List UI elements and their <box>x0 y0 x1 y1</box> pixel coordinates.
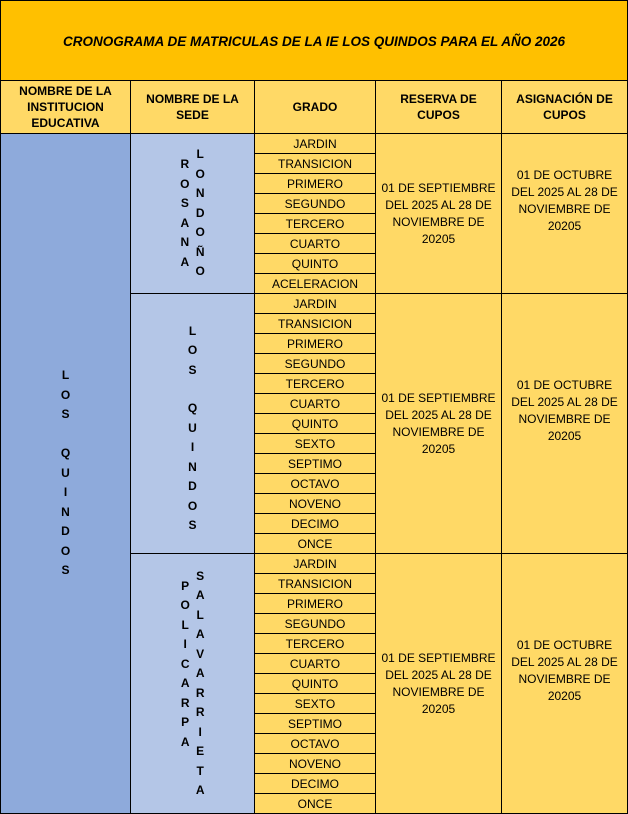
grado-cell: OCTAVO <box>254 733 376 754</box>
vertical-letter: O <box>195 225 205 240</box>
grado-cell: PRIMERO <box>254 173 376 194</box>
reserva-cupos: 01 DE SEPTIEMBRE DEL 2025 AL 28 DE NOVIEMBRE DE 20205 <box>375 293 502 554</box>
grado-cell: TRANSICION <box>254 153 376 174</box>
grado-cell: DECIMO <box>254 773 376 794</box>
institucion-name <box>0 133 131 814</box>
grado-cell: SEGUNDO <box>254 613 376 634</box>
vertical-letter: N <box>188 459 197 474</box>
vertical-letter: N <box>195 186 205 201</box>
grado-cell: PRIMERO <box>254 333 376 354</box>
grado-cell: SEXTO <box>254 693 376 714</box>
sede-name <box>130 133 255 294</box>
sede-name <box>130 553 255 814</box>
grado-cell: ACELERACION <box>254 273 376 294</box>
vertical-letter: A <box>180 676 190 690</box>
grado-cell: SEGUNDO <box>254 193 376 214</box>
vertical-letter: O <box>60 543 71 558</box>
vertical-letter: I <box>63 485 68 500</box>
vertical-letter: D <box>195 205 205 220</box>
vertical-letter <box>64 425 67 445</box>
vertical-letter: P <box>181 578 190 593</box>
grado-cell: ONCE <box>254 793 376 814</box>
grado-cell: TERCERO <box>254 213 376 234</box>
grado-cell: OCTAVO <box>254 473 376 494</box>
grado-cell: QUINTO <box>254 673 376 694</box>
vertical-letter: A <box>180 254 190 269</box>
header-sede: NOMBRE DE LA SEDE <box>130 80 255 134</box>
grado-cell: JARDIN <box>254 553 376 574</box>
grado-cell: ONCE <box>254 533 376 554</box>
asignacion-cupos: 01 DE OCTUBRE DEL 2025 AL 28 DE NOVIEMBRE DE 20205 <box>501 553 628 814</box>
vertical-letter: R <box>195 705 205 719</box>
grado-cell: CUARTO <box>254 233 376 254</box>
header-grado: GRADO <box>254 80 376 134</box>
header-reserva: RESERVA DE CUPOS <box>375 80 502 134</box>
grado-cell: QUINTO <box>254 253 376 274</box>
vertical-letter: L <box>188 323 197 338</box>
sede-name-columns <box>177 145 208 282</box>
vertical-letter: A <box>195 588 205 602</box>
grado-cell: JARDIN <box>254 133 376 154</box>
vertical-letter: V <box>196 646 205 661</box>
vertical-letter: O <box>180 598 190 612</box>
vertical-letter: Q <box>60 446 71 461</box>
sede-name-line <box>196 145 205 282</box>
grado-cell: TERCERO <box>254 373 376 394</box>
vertical-letter: O <box>187 343 198 357</box>
vertical-letter: R <box>180 695 190 710</box>
vertical-letter: S <box>180 196 189 211</box>
grado-cell: QUINTO <box>254 413 376 434</box>
vertical-letter: O <box>187 498 198 513</box>
vertical-letter: O <box>60 387 71 402</box>
vertical-letter: I <box>190 440 195 454</box>
vertical-letter: R <box>180 157 190 172</box>
reserva-cupos: 01 DE SEPTIEMBRE DEL 2025 AL 28 DE NOVIEMBRE DE 20205 <box>375 553 502 814</box>
grado-cell: TRANSICION <box>254 573 376 594</box>
grado-cell: JARDIN <box>254 293 376 314</box>
vertical-letter: S <box>188 518 197 532</box>
vertical-letter: N <box>180 235 190 250</box>
grado-cell: NOVENO <box>254 753 376 774</box>
reserva-cupos: 01 DE SEPTIEMBRE DEL 2025 AL 28 DE NOVIEMBRE DE 20205 <box>375 133 502 294</box>
grado-cell: TRANSICION <box>254 313 376 334</box>
institucion-name-vertical <box>61 366 70 581</box>
vertical-letter: S <box>188 362 197 377</box>
asignacion-cupos: 01 DE OCTUBRE DEL 2025 AL 28 DE NOVIEMBRE DE 20205 <box>501 133 628 294</box>
sede-name-line <box>188 399 197 536</box>
vertical-letter: O <box>195 264 205 279</box>
vertical-letter: I <box>183 637 187 651</box>
grado-cell: CUARTO <box>254 653 376 674</box>
sede-name-columns <box>185 312 200 536</box>
sede-name-line <box>196 567 205 801</box>
vertical-letter: D <box>188 479 197 493</box>
sede-name <box>130 293 255 554</box>
vertical-letter: A <box>180 215 190 230</box>
vertical-letter: L <box>61 368 70 383</box>
vertical-letter: L <box>181 617 189 632</box>
vertical-letter: S <box>61 407 70 422</box>
grado-cell: DECIMO <box>254 513 376 534</box>
vertical-letter: C <box>180 656 190 671</box>
grado-cell: SEXTO <box>254 433 376 454</box>
vertical-letter: R <box>195 685 205 700</box>
vertical-letter: S <box>196 568 205 583</box>
sede-name-line <box>180 155 189 272</box>
vertical-letter: L <box>196 607 204 622</box>
sede-name-line <box>188 322 197 381</box>
grado-cell: CUARTO <box>254 393 376 414</box>
vertical-letter: P <box>181 715 190 729</box>
vertical-letter: A <box>195 783 205 797</box>
grado-cell: NOVENO <box>254 493 376 514</box>
page-title: CRONOGRAMA DE MATRICULAS DE LA IE LOS QUINDOS PARA EL AÑO 2026 <box>0 0 628 82</box>
vertical-letter: A <box>195 627 205 641</box>
vertical-letter: Ñ <box>195 244 205 259</box>
grado-cell: PRIMERO <box>254 593 376 614</box>
header-institucion: NOMBRE DE LA INSTITUCION EDUCATIVA <box>0 80 131 134</box>
sede-name-line <box>180 577 189 753</box>
vertical-letter: U <box>188 420 197 435</box>
grado-cell: SEPTIMO <box>254 713 376 734</box>
grado-cell: SEPTIMO <box>254 453 376 474</box>
vertical-letter: U <box>61 465 70 480</box>
vertical-letter: Q <box>187 401 198 415</box>
asignacion-cupos: 01 DE OCTUBRE DEL 2025 AL 28 DE NOVIEMBRE DE 20205 <box>501 293 628 554</box>
sede-name-columns <box>177 567 207 801</box>
header-asignacion: ASIGNACIÓN DE CUPOS <box>501 80 628 134</box>
vertical-letter: A <box>180 734 190 749</box>
vertical-letter: S <box>61 563 70 578</box>
vertical-letter: O <box>180 176 190 191</box>
vertical-letter: T <box>196 763 204 778</box>
vertical-letter: O <box>195 166 205 181</box>
vertical-letter: E <box>196 744 205 758</box>
vertical-letter: D <box>61 524 70 539</box>
vertical-letter: I <box>198 724 202 739</box>
vertical-letter: L <box>196 147 204 162</box>
vertical-letter: N <box>61 504 70 519</box>
grado-cell: SEGUNDO <box>254 353 376 374</box>
grado-cell: TERCERO <box>254 633 376 654</box>
vertical-letter: A <box>195 666 205 680</box>
